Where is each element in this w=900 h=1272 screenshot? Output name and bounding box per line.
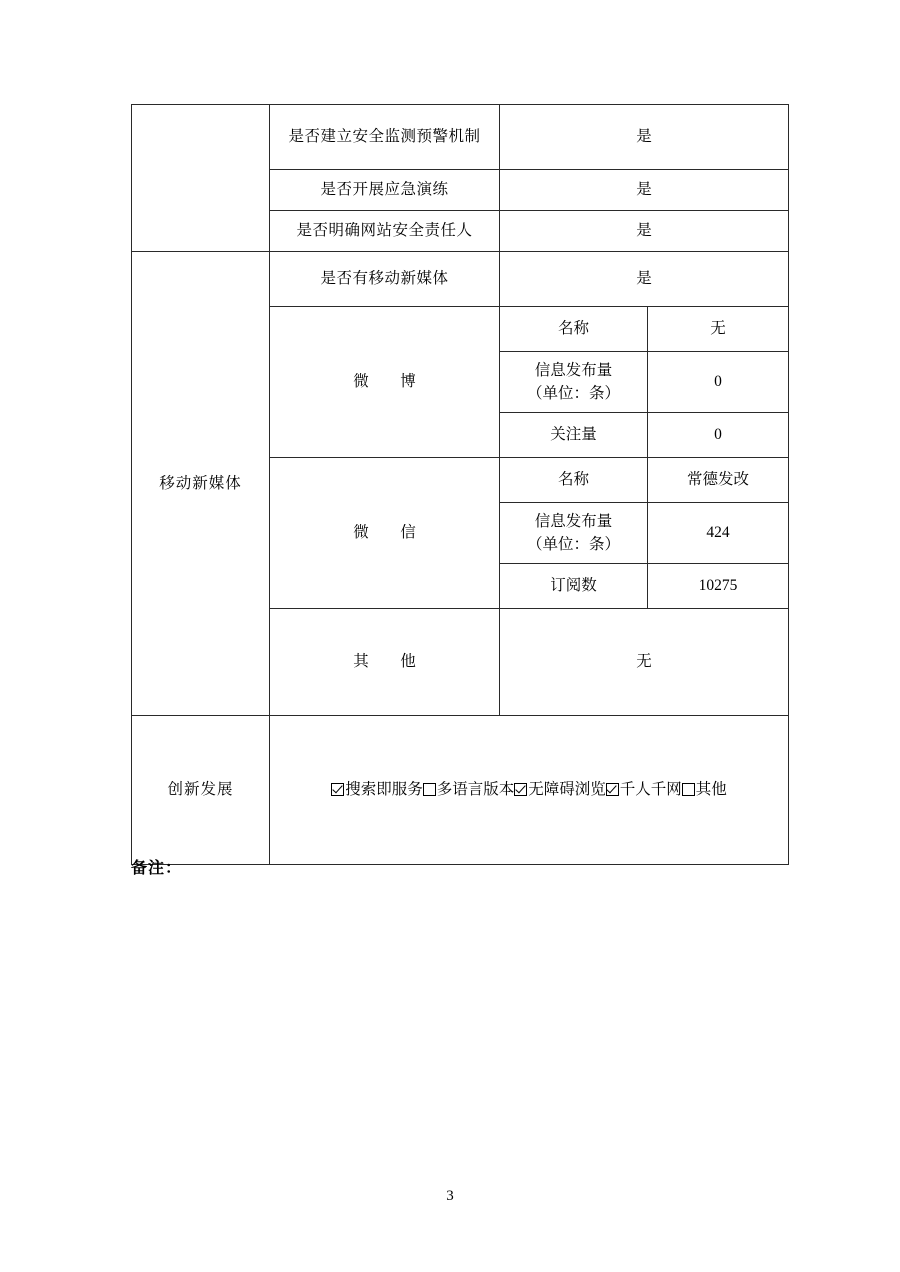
weibo-publish-label [500,352,648,413]
innovation-label: 创新发展 [132,716,270,865]
new-media-group-label: 移动新媒体 [132,252,270,716]
innovation-option-label: 搜索即服务 [345,781,423,799]
weixin-publish-label [500,503,648,564]
weixin-name-value: 常德发改 [648,458,789,503]
innovation-option-label: 多语言版本 [436,781,515,799]
weixin-name-label: 名称 [500,458,648,503]
weibo-publish-label-line1: 信息发布量 [534,361,613,379]
checkbox-checked-icon[interactable] [331,783,344,796]
weibo-follow-label: 关注量 [500,413,648,458]
website-report-table [131,104,789,865]
weibo-label: 微 博 [270,307,500,458]
emergency-drill-label: 是否开展应急演练 [270,170,500,211]
weixin-publish-value: 424 [648,503,789,564]
weixin-label: 微 信 [270,458,500,609]
has-new-media-label: 是否有移动新媒体 [270,252,500,307]
weibo-publish-label-line2: （单位：条） [526,385,620,402]
weixin-publish-label-line2: （单位：条） [526,536,620,553]
security-officer-label: 是否明确网站安全责任人 [270,211,500,252]
weibo-name-value: 无 [648,307,789,352]
weixin-publish-label-line1: 信息发布量 [534,512,613,530]
checkbox-checked-icon[interactable] [606,783,619,796]
has-new-media-value: 是 [500,252,789,307]
weixin-subscribe-label: 订阅数 [500,564,648,609]
security-officer-value: 是 [500,211,789,252]
innovation-option-personalized-web[interactable] [606,781,682,798]
weixin-subscribe-value: 10275 [648,564,789,609]
table-row [132,716,789,865]
page-number: 3 [446,1188,454,1204]
other-label: 其 他 [270,609,500,716]
emergency-drill-value: 是 [500,170,789,211]
table-row [132,105,789,170]
empty-group-cell [132,105,270,252]
other-value: 无 [500,609,789,716]
security-warning-value: 是 [500,105,789,170]
weibo-publish-value: 0 [648,352,789,413]
checkbox-unchecked-icon[interactable] [423,783,436,796]
weibo-follow-value: 0 [648,413,789,458]
innovation-checkbox-group [273,778,785,801]
weibo-name-label: 名称 [500,307,648,352]
remark-label: 备注： [131,860,183,877]
table-row [132,252,789,307]
innovation-option-label: 千人千网 [619,781,682,799]
innovation-option-label: 其他 [695,781,727,799]
checkbox-unchecked-icon[interactable] [682,783,695,796]
security-warning-label: 是否建立安全监测预警机制 [270,105,500,170]
innovation-option-accessibility[interactable] [514,781,606,798]
innovation-option-search-as-service[interactable] [331,781,423,798]
checkbox-checked-icon[interactable] [514,783,527,796]
innovation-option-label: 无障碍浏览 [528,781,606,799]
innovation-options-cell [270,716,789,865]
innovation-option-multilanguage[interactable] [423,781,515,798]
innovation-option-other[interactable] [682,781,727,798]
